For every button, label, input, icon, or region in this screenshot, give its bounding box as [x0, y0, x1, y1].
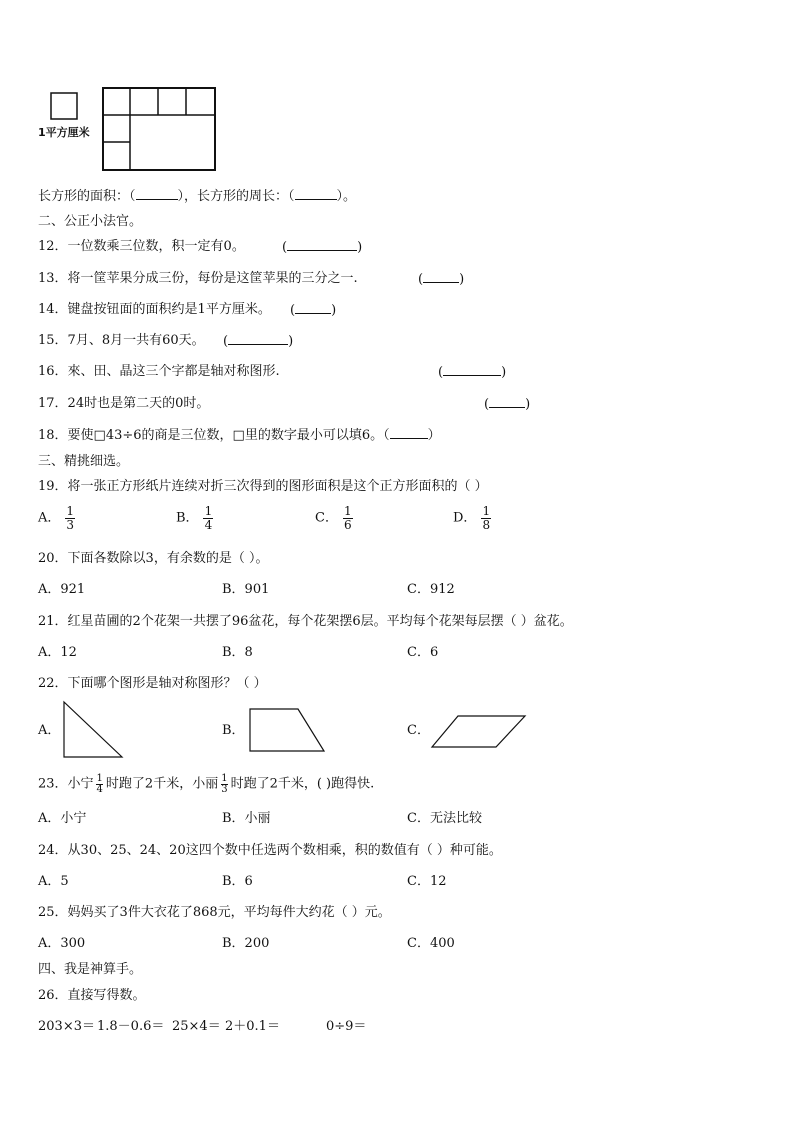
- q26-item-1[interactable]: 203×3＝: [38, 1019, 95, 1034]
- q22-option-c[interactable]: C．: [407, 723, 430, 738]
- q17-text: 17．24时也是第二天的0时。: [38, 396, 210, 411]
- q23-text: 23．小宁 $\frac{1}{4}$ 时跑了2千米，小丽 $\frac{1}{3}$ 时跑了2千米，( )跑得快.: [38, 773, 375, 795]
- q20-option-c[interactable]: C．912: [407, 582, 455, 597]
- q19-text: 19．将一张正方形纸片连续对折三次得到的图形面积是这个正方形面积的（ ）: [38, 479, 488, 494]
- q25-option-b[interactable]: B．200: [222, 936, 270, 951]
- q23-option-a[interactable]: A．小宁: [38, 811, 87, 826]
- q26-text: 26．直接写得数。: [38, 988, 146, 1003]
- fraction-one-third: $\frac{1}{3}$: [221, 773, 228, 795]
- q23-option-c[interactable]: C．无法比较: [407, 811, 482, 826]
- q20-option-b[interactable]: B．901: [222, 582, 270, 597]
- q23-option-b[interactable]: B．小丽: [222, 811, 271, 826]
- q24-option-b[interactable]: B．6: [222, 874, 253, 889]
- q22-text: 22．下面哪个图形是轴对称图形？（ ）: [38, 676, 267, 691]
- q25-option-c[interactable]: C．400: [407, 936, 455, 951]
- section-3-heading: 三、精挑细选。: [38, 454, 130, 469]
- q11-area-blank[interactable]: [136, 187, 178, 200]
- section-4-heading: 四、我是神算手。: [38, 962, 143, 977]
- q17-answer[interactable]: ( ): [484, 397, 531, 412]
- q24-option-c[interactable]: C．12: [407, 874, 447, 889]
- q21-option-b[interactable]: B．8: [222, 645, 253, 660]
- q21-option-c[interactable]: C．6: [407, 645, 439, 660]
- q16-answer[interactable]: ( ): [438, 365, 507, 380]
- q19-option-d[interactable]: D． $\frac{1}{8}$: [453, 504, 491, 532]
- q25-text: 25．妈妈买了3件大衣花了868元，平均每件大约花（ ）元。: [38, 905, 391, 920]
- unit-square-label: 1平方厘米: [38, 126, 90, 139]
- q19-option-a[interactable]: A． $\frac{1}{3}$: [38, 504, 75, 532]
- fraction: $\frac{1}{6}$: [343, 504, 352, 532]
- unit-square-figure: [50, 92, 80, 122]
- q21-text: 21．红星苗圃的2个花架一共摆了96盆花，每个花架摆6层。平均每个花架每层摆（ ）盆花。: [38, 614, 573, 629]
- q24-option-a[interactable]: A．5: [38, 874, 69, 889]
- q13-answer[interactable]: ( ): [418, 272, 465, 287]
- q22-option-a[interactable]: A．: [38, 723, 61, 738]
- fraction: $\frac{1}{8}$: [482, 504, 491, 532]
- q26-item-5[interactable]: 0÷9＝: [326, 1019, 367, 1034]
- q20-text: 20．下面各数除以3，有余数的是（ ）。: [38, 551, 269, 566]
- q11-line: 长方形的面积：（ ），长方形的周长：（ ）。: [38, 189, 357, 204]
- q15-text: 15．7月、8月一共有60天。: [38, 333, 205, 348]
- parallelogram-shape: [430, 714, 528, 750]
- q14-answer[interactable]: ( ): [290, 303, 337, 318]
- q19-option-b[interactable]: B． $\frac{1}{4}$: [176, 504, 213, 532]
- q18-text: 18．要使□43÷6的商是三位数，□里的数字最小可以填6。（ ）: [38, 428, 441, 443]
- q13-text: 13．将一筐苹果分成三份，每份是这筐苹果的三分之一.: [38, 271, 358, 286]
- q25-option-a[interactable]: A．300: [38, 936, 86, 951]
- fraction: $\frac{1}{3}$: [66, 504, 75, 532]
- section-2-heading: 二、公正小法官。: [38, 214, 143, 229]
- q26-item-4[interactable]: 2＋0.1＝: [225, 1019, 280, 1034]
- q11-perimeter-blank[interactable]: [295, 187, 337, 200]
- q15-answer[interactable]: ( ): [223, 334, 294, 349]
- q18-answer[interactable]: [390, 426, 428, 439]
- fraction: $\frac{1}{4}$: [204, 504, 213, 532]
- rectangle-grid-figure: [102, 87, 218, 173]
- q24-text: 24．从30、25、24、20这四个数中任选两个数相乘，积的数值有（ ）种可能。: [38, 843, 502, 858]
- q12-answer[interactable]: ( ): [282, 240, 363, 255]
- trapezoid-shape: [248, 707, 328, 753]
- q26-item-3[interactable]: 25×4＝: [172, 1019, 221, 1034]
- right-triangle-shape: [62, 700, 126, 760]
- q12-text: 12．一位数乘三位数，积一定有0。: [38, 239, 245, 254]
- q16-text: 16．來、田、晶这三个字都是轴对称图形.: [38, 364, 280, 379]
- fraction-one-fourth: $\frac{1}{4}$: [96, 773, 103, 795]
- q21-option-a[interactable]: A．12: [38, 645, 77, 660]
- q19-option-c[interactable]: C． $\frac{1}{6}$: [315, 504, 352, 532]
- q22-option-b[interactable]: B．: [222, 723, 245, 738]
- q20-option-a[interactable]: A．921: [38, 582, 86, 597]
- q26-item-2[interactable]: 1.8－0.6＝: [97, 1019, 165, 1034]
- q14-text: 14．键盘按钮面的面积约是1平方厘米。: [38, 302, 271, 317]
